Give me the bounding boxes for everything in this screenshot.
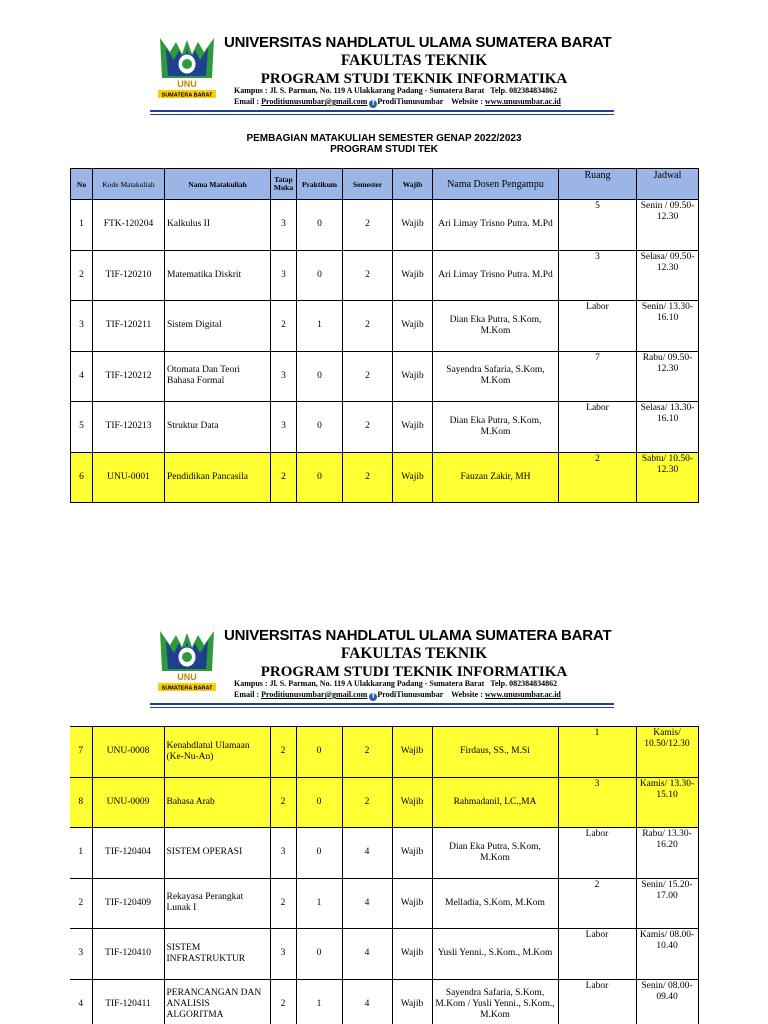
tatap-muka-credits: 3 [271, 250, 297, 301]
row-no: 1 [70, 828, 92, 879]
schedule-time: Senin/ 15.20-17.00 [636, 878, 698, 929]
letterhead-rule-thin [150, 707, 614, 708]
facebook-icon: f [369, 100, 377, 108]
header-wajib: Wajib [393, 169, 433, 200]
email-link[interactable]: Proditiunusumbar@gmail.com [261, 690, 368, 699]
lecturer-name: Ari Limay Trisno Putra. M.Pd [433, 200, 559, 251]
row-no: 3 [71, 301, 93, 352]
mandatory-status: Wajib [392, 828, 432, 879]
email-link[interactable]: Proditiunusumbar@gmail.com [261, 97, 368, 106]
mandatory-status: Wajib [392, 777, 432, 828]
room: 2 [558, 878, 636, 929]
semester: 4 [342, 828, 392, 879]
table-row [71, 351, 699, 402]
schedule-table-2 [70, 726, 699, 1024]
mandatory-status: Wajib [392, 878, 432, 929]
letterhead-text [224, 627, 612, 681]
table-row [70, 878, 698, 929]
mandatory-status: Wajib [392, 979, 432, 1024]
course-name: PERANCANGAN DAN ANALISIS ALGORITMA [164, 979, 270, 1024]
document-subtitle: PROGRAM STUDI TEK [330, 144, 438, 155]
campus-address: Kampus : Jl. S. Parman, No. 119 A Ulakkarang Padang - Sumatera Barat Telp. 082384834862 [234, 86, 558, 95]
course-name: Matematika Diskrit [165, 250, 271, 301]
faculty-name: FAKULTAS TEKNIK [340, 645, 488, 662]
table-row [71, 200, 699, 251]
praktikum-credits: 0 [296, 828, 342, 879]
mandatory-status: Wajib [392, 727, 432, 778]
praktikum-credits: 0 [297, 452, 343, 503]
course-name: Kalkulus II [165, 200, 271, 251]
schedule-time: Rabu/ 13.30-16.20 [636, 828, 698, 879]
room: Labor [559, 301, 637, 352]
faculty-name: FAKULTAS TEKNIK [340, 52, 488, 69]
semester: 2 [343, 452, 393, 503]
row-no: 2 [70, 878, 92, 929]
tatap-muka-credits: 2 [271, 452, 297, 503]
lecturer-name: Dian Eka Putra, S.Kom, M.Kom [433, 402, 559, 453]
semester: 2 [342, 727, 392, 778]
lecturer-name: Sayendra Safaria, S.Kom, M.Kom [433, 351, 559, 402]
praktikum-credits: 0 [296, 777, 342, 828]
semester: 2 [343, 301, 393, 352]
semester: 2 [343, 402, 393, 453]
lecturer-name: Ari Limay Trisno Putra. M.Pd [433, 250, 559, 301]
schedule-time: Selasa/ 09.50-12.30 [637, 250, 699, 301]
table-row [70, 828, 698, 879]
website-link[interactable]: www.unusumbar.ac.id [484, 97, 561, 106]
tatap-muka-credits: 2 [270, 777, 296, 828]
semester: 4 [342, 878, 392, 929]
schedule-time: Senin/ 08.00-09.40 [636, 979, 698, 1024]
room: 5 [559, 200, 637, 251]
course-code: TIF-120212 [93, 351, 165, 402]
course-code: UNU-0001 [93, 452, 165, 503]
facebook-handle[interactable]: ProdiTiunusumbar [377, 97, 444, 106]
praktikum-credits: 0 [297, 402, 343, 453]
row-no: 5 [71, 402, 93, 453]
letterhead-rule [150, 110, 614, 112]
course-code: UNU-0009 [92, 777, 164, 828]
mandatory-status: Wajib [393, 402, 433, 453]
lecturer-name: Yusli Yenni., S.Kom., M.Kom [432, 929, 558, 980]
course-name: Struktur Data [165, 402, 271, 453]
course-name: SISTEM OPERASI [164, 828, 270, 879]
room: 1 [558, 727, 636, 778]
praktikum-credits: 0 [297, 351, 343, 402]
table-row [70, 777, 698, 828]
table-row [71, 402, 699, 453]
header-no: No [71, 169, 93, 200]
svg-text:SUMATERA BARAT: SUMATERA BARAT [161, 92, 213, 99]
room: Labor [558, 828, 636, 879]
course-name: Pendidikan Pancasila [165, 452, 271, 503]
praktikum-credits: 0 [296, 727, 342, 778]
table-row [70, 727, 698, 778]
course-name: Rekayasa Perangkat Lunak I [164, 878, 270, 929]
course-name: Sistem Digital [165, 301, 271, 352]
table-header-row [71, 169, 699, 200]
mandatory-status: Wajib [393, 452, 433, 503]
svg-text:UNU: UNU [177, 79, 197, 89]
svg-text:UNU: UNU [177, 672, 197, 682]
course-code: TIF-120411 [92, 979, 164, 1024]
praktikum-credits: 1 [296, 878, 342, 929]
header-praktikum: Praktikum [297, 169, 343, 200]
letterhead-text [224, 34, 612, 88]
semester: 2 [343, 200, 393, 251]
table-row [71, 250, 699, 301]
tatap-muka-credits: 3 [270, 929, 296, 980]
course-code: TIF-120211 [93, 301, 165, 352]
room: Labor [558, 929, 636, 980]
header-code: Kode Matakuliah [93, 169, 165, 200]
program-name: PROGRAM STUDI TEKNIK INFORMATIKA [260, 664, 568, 680]
facebook-handle[interactable]: ProdiTiunusumbar [377, 690, 444, 699]
lecturer-name: Fauzan Zakir, MH [433, 452, 559, 503]
tatap-muka-credits: 2 [270, 878, 296, 929]
table-row [70, 929, 698, 980]
header-room: Ruang [559, 169, 637, 200]
row-no: 6 [71, 452, 93, 503]
university-logo [156, 36, 218, 100]
course-code: TIF-120404 [92, 828, 164, 879]
course-name: Kenahdlatul Ulamaan (Ke-Nu-An) [164, 727, 270, 778]
lecturer-name: Melladia, S.Kom, M.Kom [432, 878, 558, 929]
course-name: Otomata Dan Teori Bahasa Formal [165, 351, 271, 402]
schedule-time: Senin/ 13.30-16.10 [637, 301, 699, 352]
row-no: 1 [71, 200, 93, 251]
program-name: PROGRAM STUDI TEKNIK INFORMATIKA [260, 71, 568, 87]
table-row [71, 301, 699, 352]
tatap-muka-credits: 3 [271, 351, 297, 402]
schedule-time: Sabtu/ 10.50-12.30 [637, 452, 699, 503]
tatap-muka-credits: 2 [271, 301, 297, 352]
university-logo [156, 629, 218, 693]
letterhead-2 [0, 627, 768, 717]
letterhead-rule [150, 703, 614, 705]
course-code: TIF-120409 [92, 878, 164, 929]
lecturer-name: Dian Eka Putra, S.Kom, M.Kom [432, 828, 558, 879]
row-no: 7 [70, 727, 92, 778]
row-no: 4 [70, 979, 92, 1024]
praktikum-credits: 0 [297, 250, 343, 301]
semester: 4 [342, 929, 392, 980]
course-name: Bahasa Arab [164, 777, 270, 828]
course-code: UNU-0008 [92, 727, 164, 778]
schedule-time: Kamis/ 13.30-15.10 [636, 777, 698, 828]
course-code: TIF-120213 [93, 402, 165, 453]
tatap-muka-credits: 3 [271, 402, 297, 453]
lecturer-name: Rahmadanil, LC.,MA [432, 777, 558, 828]
course-code: FTK-120204 [93, 200, 165, 251]
room: 7 [559, 351, 637, 402]
facebook-icon: f [369, 693, 377, 701]
university-name: UNIVERSITAS NAHDLATUL ULAMA SUMATERA BARAT [224, 627, 612, 644]
tatap-muka-credits: 2 [270, 979, 296, 1024]
campus-address: Kampus : Jl. S. Parman, No. 119 A Ulakkarang Padang - Sumatera Barat Telp. 082384834862 [234, 679, 558, 688]
praktikum-credits: 1 [297, 301, 343, 352]
course-code: TIF-120210 [93, 250, 165, 301]
schedule-time: Selasa/ 13.30-16.10 [637, 402, 699, 453]
lecturer-name: Firdaus, SS., M.Si [432, 727, 558, 778]
tatap-muka-credits: 3 [270, 828, 296, 879]
course-name: SISTEM INFRASTRUKTUR [164, 929, 270, 980]
header-schedule: Jadwal [637, 169, 699, 200]
row-no: 4 [71, 351, 93, 402]
praktikum-credits: 0 [297, 200, 343, 251]
letterhead-1 [0, 34, 768, 124]
room: 2 [559, 452, 637, 503]
lecturer-name: Sayendra Safaria, S.Kom, M.Kom / Yusli Yenni., S.Kom., M.Kom [432, 979, 558, 1024]
tatap-muka-credits: 3 [271, 200, 297, 251]
row-no: 3 [70, 929, 92, 980]
row-no: 2 [71, 250, 93, 301]
tatap-muka-credits: 2 [270, 727, 296, 778]
document-title: PEMBAGIAN MATAKULIAH SEMESTER GENAP 2022/2023 PROGRAM STUDI TEK [0, 133, 768, 155]
row-no: 8 [70, 777, 92, 828]
semester: 4 [342, 979, 392, 1024]
room: Labor [559, 402, 637, 453]
semester: 2 [343, 351, 393, 402]
semester: 2 [343, 250, 393, 301]
room: Labor [558, 979, 636, 1024]
mandatory-status: Wajib [393, 200, 433, 251]
mandatory-status: Wajib [393, 301, 433, 352]
schedule-time: Senin / 09.50-12.30 [637, 200, 699, 251]
room: 3 [558, 777, 636, 828]
website-link[interactable]: www.unusumbar.ac.id [484, 690, 561, 699]
schedule-time: Kamis/ 08.00-10.40 [636, 929, 698, 980]
contact-line: Email : Proditiunusumbar@gmail.com f ProdiTiunusumbar Website : www.unusumbar.ac.id [234, 97, 561, 107]
schedule-time: Rabu/ 09.50-12.30 [637, 351, 699, 402]
table-row [71, 452, 699, 503]
room: 3 [559, 250, 637, 301]
university-name: UNIVERSITAS NAHDLATUL ULAMA SUMATERA BARAT [224, 34, 612, 51]
contact-line: Email : Proditiunusumbar@gmail.com f ProdiTiunusumbar Website : www.unusumbar.ac.id [234, 690, 561, 700]
praktikum-credits: 1 [296, 979, 342, 1024]
mandatory-status: Wajib [393, 351, 433, 402]
mandatory-status: Wajib [392, 929, 432, 980]
course-code: TIF-120410 [92, 929, 164, 980]
header-tatap-muka: Tatap Muka [271, 169, 297, 200]
header-semester: Semester [343, 169, 393, 200]
letterhead-rule-thin [150, 114, 614, 115]
semester: 2 [342, 777, 392, 828]
svg-text:SUMATERA BARAT: SUMATERA BARAT [161, 685, 213, 692]
praktikum-credits: 0 [296, 929, 342, 980]
schedule-table-1 [70, 168, 699, 503]
header-lecturer: Nama Dosen Pengampu [433, 169, 559, 200]
schedule-time: Kamis/ 10.50/12.30 [636, 727, 698, 778]
header-name: Nama Matakuliah [165, 169, 271, 200]
mandatory-status: Wajib [393, 250, 433, 301]
lecturer-name: Dian Eka Putra, S.Kom, M.Kom [433, 301, 559, 352]
table-row [70, 979, 698, 1024]
